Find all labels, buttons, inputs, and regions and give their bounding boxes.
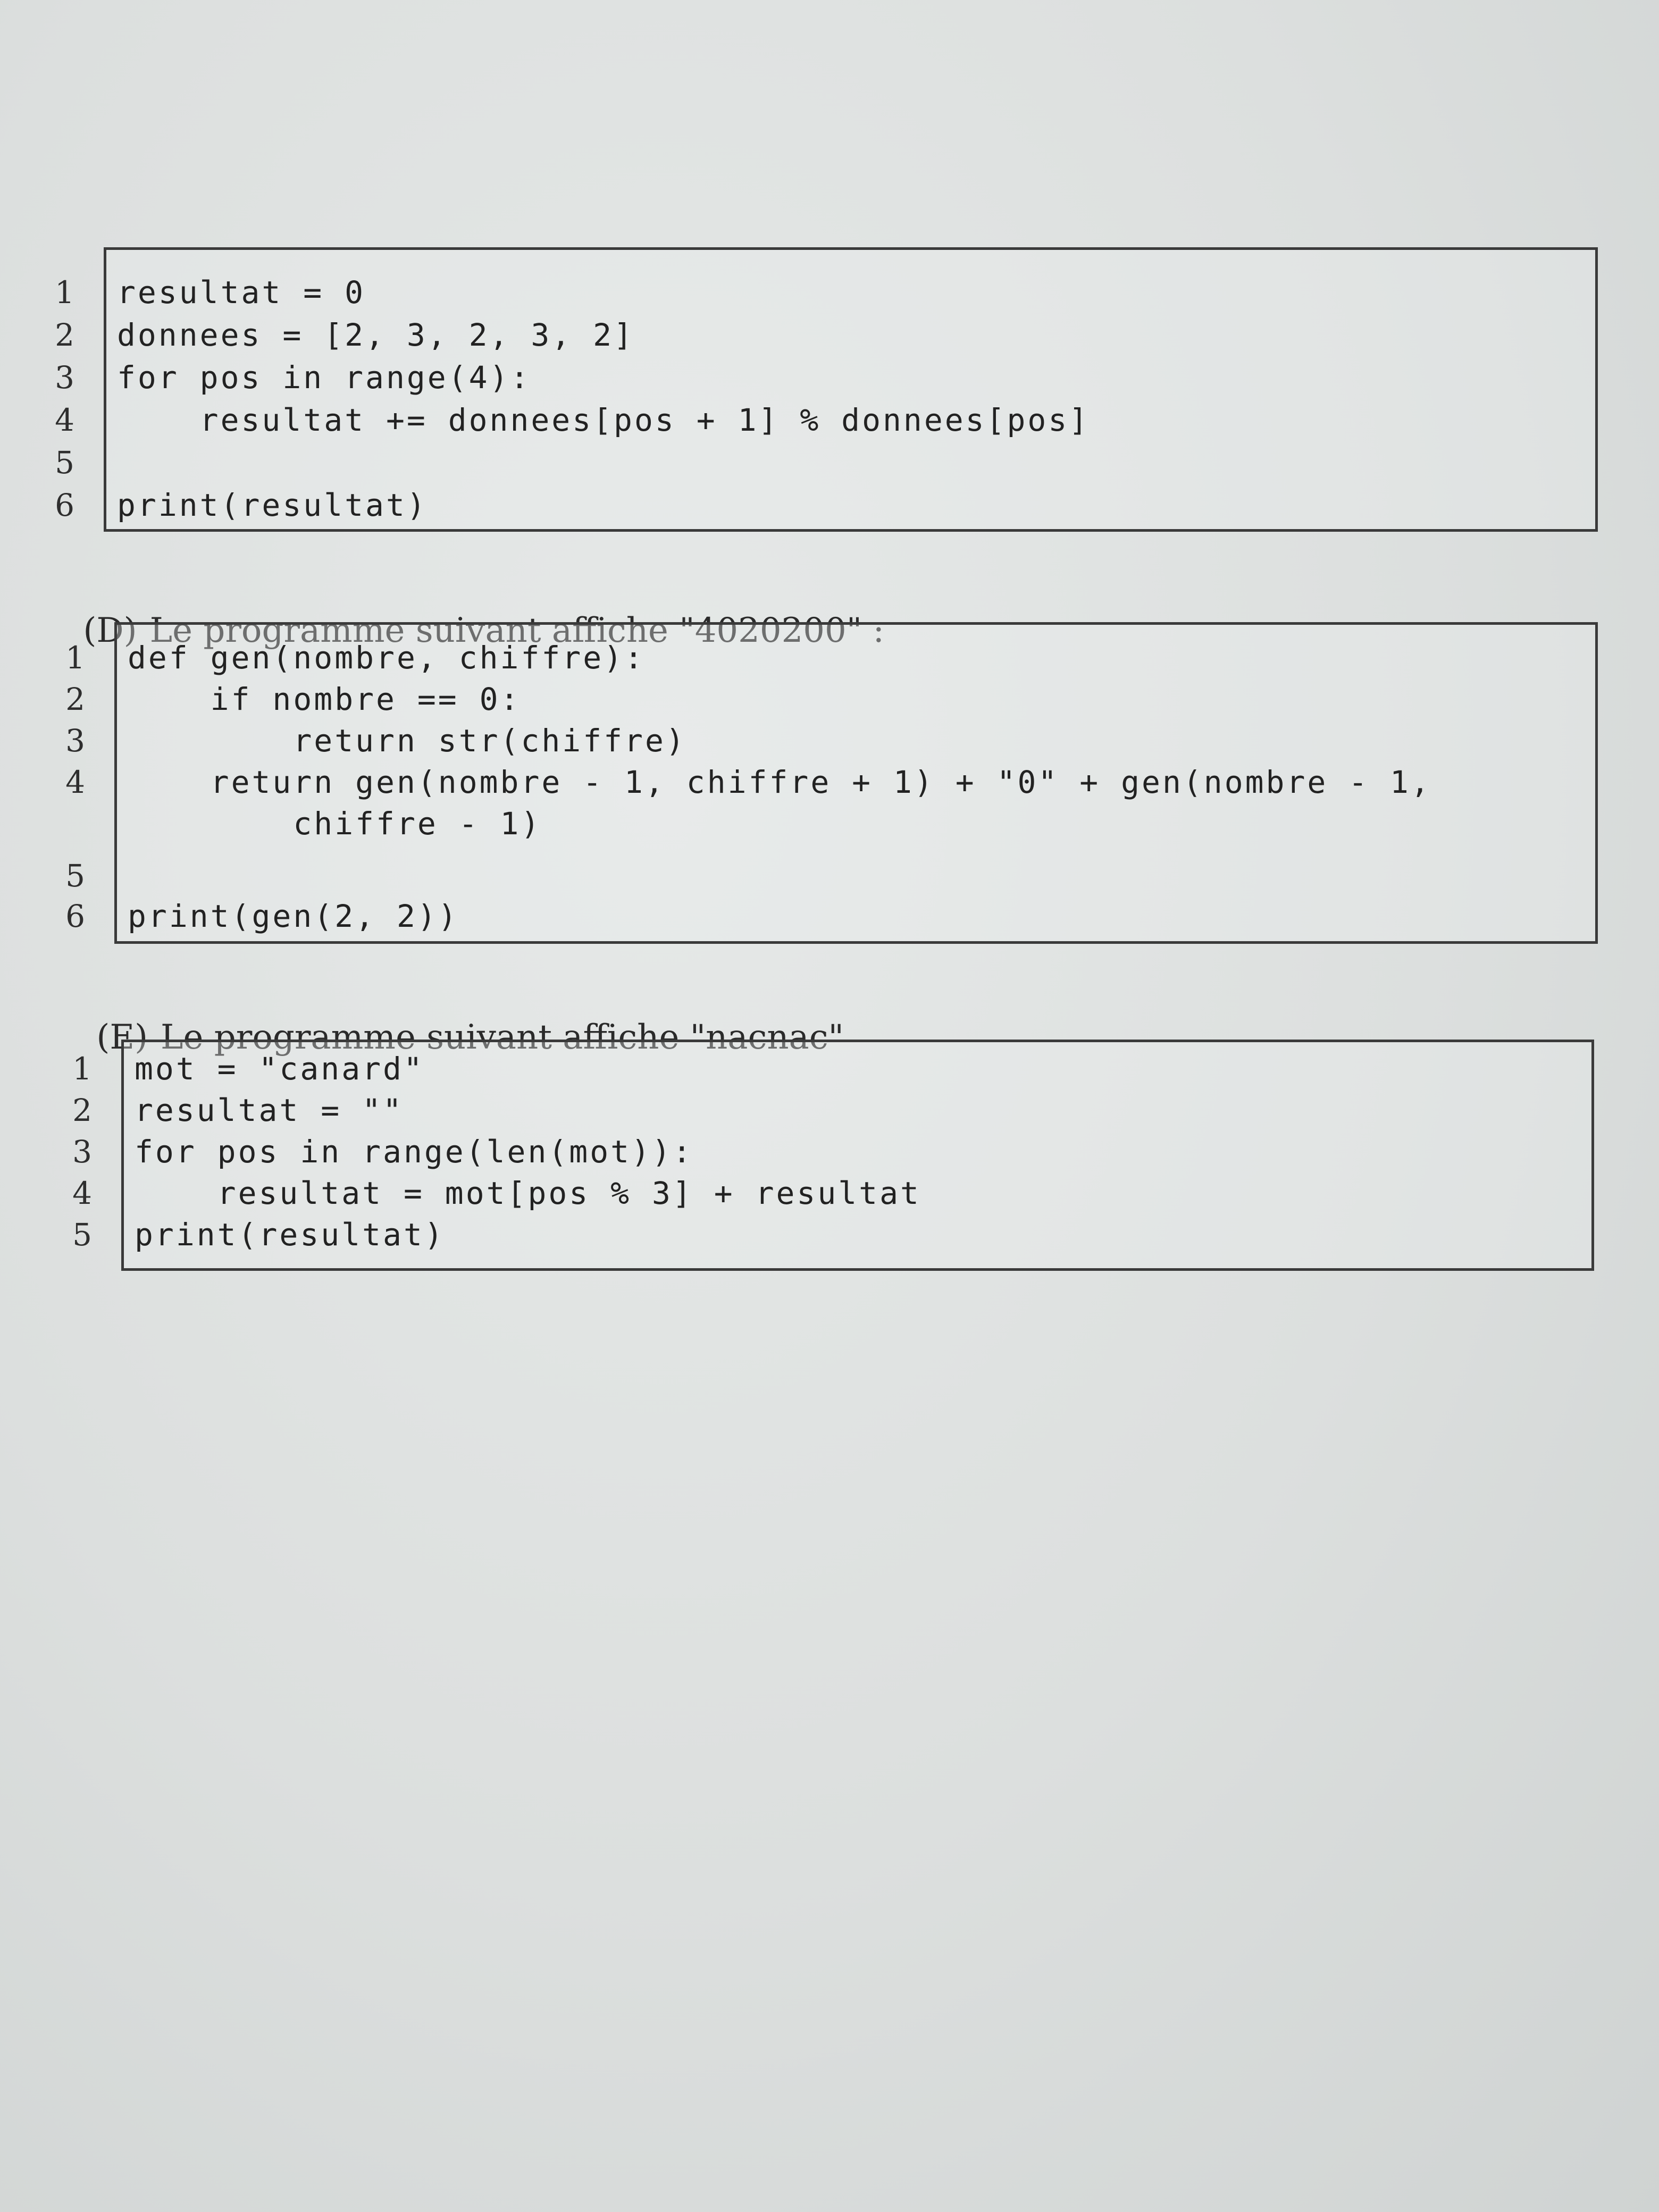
code-line — [55, 314, 1595, 356]
code-text: return str(chiffre) — [128, 723, 686, 759]
code-line — [55, 356, 1595, 399]
line-number: 1 — [65, 640, 85, 676]
choice-d-text: Le programme suivant affiche "4020200" : — [149, 611, 885, 650]
line-number: 5 — [72, 1217, 92, 1253]
line-number: 5 — [55, 445, 74, 481]
code-text: print(resultat) — [117, 487, 428, 523]
code-text: for pos in range(4): — [117, 359, 531, 396]
code-line — [65, 761, 1595, 803]
line-number: 6 — [55, 487, 74, 523]
line-number: 2 — [55, 317, 74, 353]
code-text: resultat = mot[pos % 3] + resultat — [135, 1175, 921, 1211]
line-number: 2 — [72, 1092, 92, 1128]
code-text: if nombre == 0: — [128, 681, 521, 717]
code-line — [72, 1048, 1591, 1090]
code-line — [55, 441, 1595, 484]
code-text: resultat = 0 — [117, 274, 366, 311]
code-line — [65, 678, 1595, 720]
code-text: mot = "canard" — [135, 1051, 424, 1087]
code-line — [55, 271, 1595, 314]
code-block-1 — [55, 247, 1598, 532]
line-number: 2 — [65, 681, 85, 717]
code-line — [55, 399, 1595, 441]
line-number: 3 — [65, 723, 85, 759]
line-number: 4 — [72, 1175, 92, 1211]
code-text: chiffre - 1) — [128, 806, 542, 842]
code-line — [65, 636, 1595, 679]
code-text: resultat += donnees[pos + 1] % donnees[pos] — [117, 402, 1090, 438]
code-text: def gen(nombre, chiffre): — [128, 640, 645, 676]
line-number: 4 — [55, 402, 74, 438]
code-text: print(gen(2, 2)) — [128, 898, 459, 934]
code-text: donnees = [2, 3, 2, 3, 2] — [117, 317, 634, 353]
choice-e-mark: (E) — [96, 1018, 148, 1057]
code-line — [72, 1130, 1591, 1173]
line-number: 3 — [55, 359, 74, 396]
code-block-d — [65, 622, 1598, 944]
code-line — [65, 719, 1595, 762]
code-text: return gen(nombre - 1, chiffre + 1) + "0" + gen(nombre - 1, — [128, 764, 1431, 800]
line-number: 3 — [72, 1134, 92, 1170]
code-line — [72, 1213, 1591, 1256]
code-line — [117, 802, 1595, 845]
choice-d-mark: (D) — [83, 611, 137, 650]
line-number: 4 — [65, 764, 85, 800]
choice-e-text: Le programme suivant affiche "nacnac" — [161, 1018, 844, 1057]
code-line — [72, 1172, 1591, 1214]
line-number: 5 — [65, 858, 85, 894]
line-number: 6 — [65, 898, 85, 934]
code-text: resultat = "" — [135, 1092, 404, 1128]
code-text: print(resultat) — [135, 1217, 445, 1253]
line-number: 1 — [72, 1051, 92, 1087]
line-number: 1 — [55, 274, 74, 311]
code-line — [55, 484, 1595, 526]
code-line — [65, 895, 1595, 937]
code-line — [65, 854, 1595, 897]
code-text: for pos in range(len(mot)): — [135, 1134, 693, 1170]
code-block-e — [72, 1040, 1594, 1271]
code-line — [72, 1089, 1591, 1132]
